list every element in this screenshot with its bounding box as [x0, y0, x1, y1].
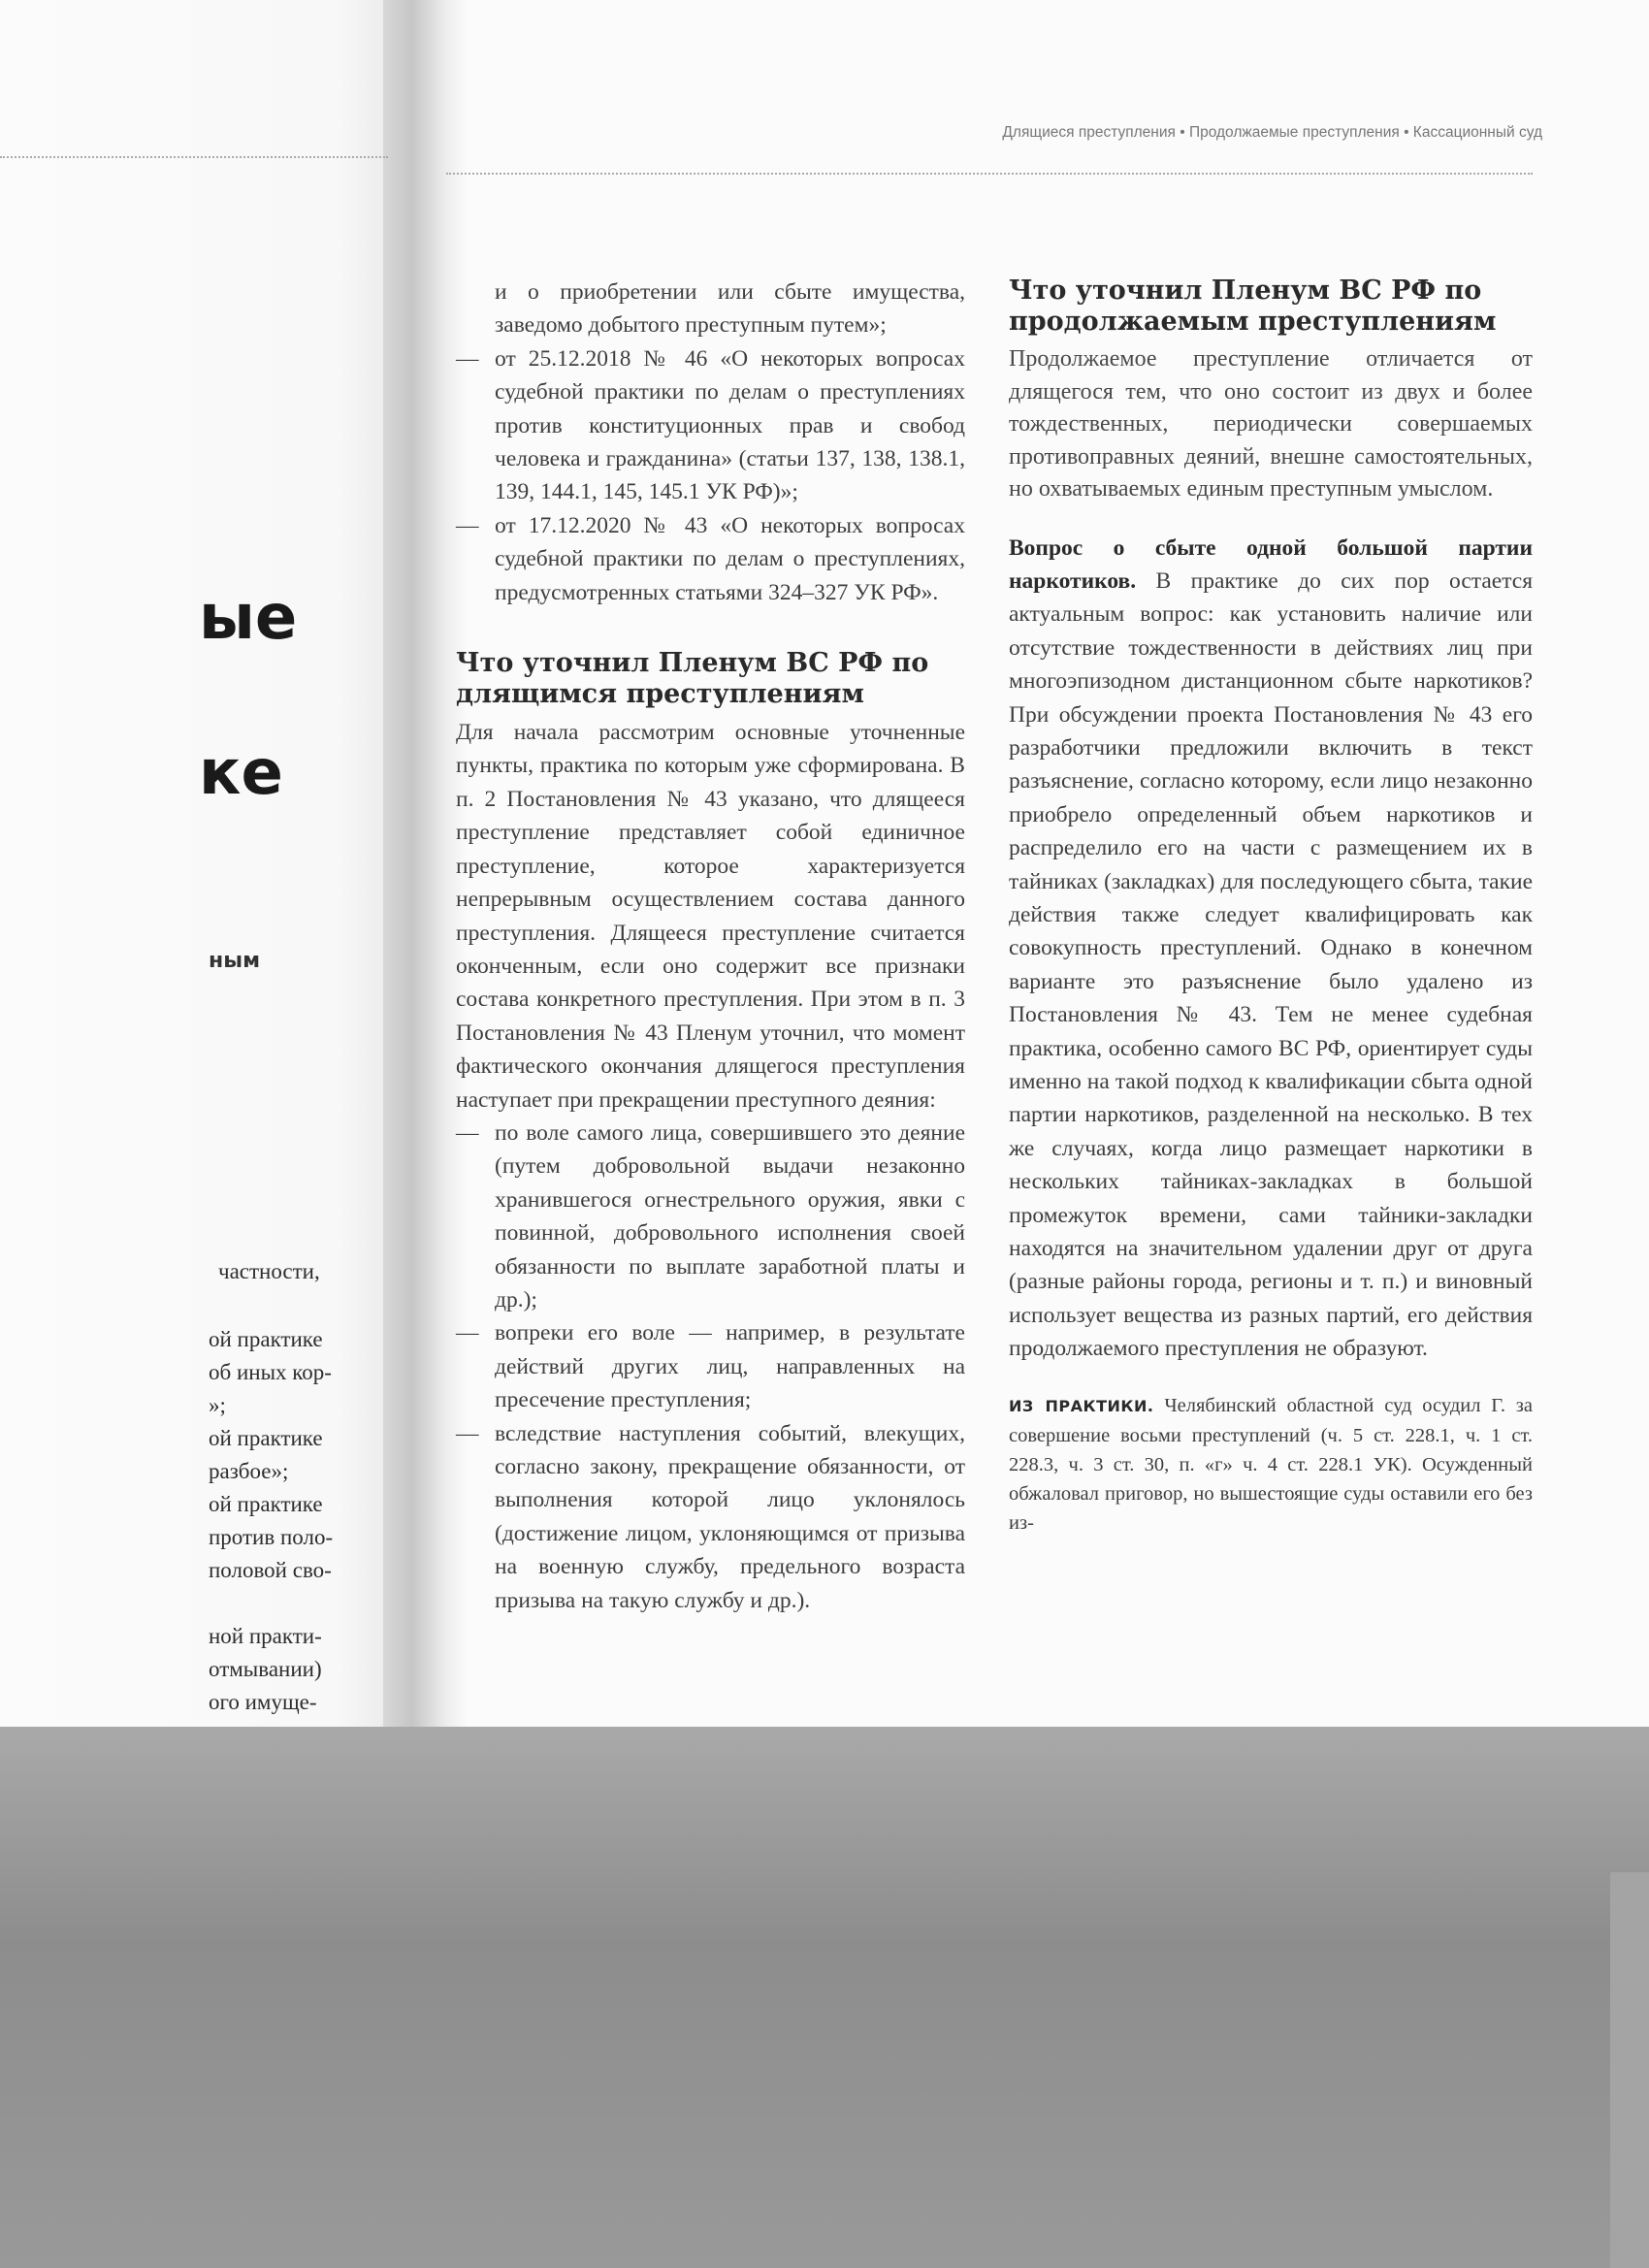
- scan-bottom-shadow-right: [1610, 1872, 1649, 2268]
- decree-list-item: — от 17.12.2020 № 43 «О некоторых вопросах судебной практики по делам о преступлениях, предусмотренных статьями 324–327 УК РФ».: [456, 509, 965, 609]
- left-text-line: об иных кор-: [209, 1360, 332, 1384]
- right-column: [1009, 275, 1533, 1538]
- left-text-line: ой практике: [209, 1492, 323, 1516]
- middle-column: [456, 275, 965, 1617]
- termination-case: — вопреки его воле — например, в результате действий других лиц, направленных на пресечение преступления;: [456, 1316, 965, 1416]
- practice-box: [1009, 1391, 1533, 1538]
- left-text-line: отмывании): [209, 1657, 322, 1681]
- section-heading-continuing: Что уточнил Пленум ВС РФ по длящимся преступлениям: [456, 648, 929, 710]
- left-subheading-fragment: ным: [209, 949, 261, 973]
- left-text-line: частности,: [218, 1259, 320, 1283]
- left-text-line: половой сво-: [209, 1558, 332, 1582]
- decree-list: [456, 342, 965, 609]
- left-text-line: ой практике: [209, 1426, 323, 1450]
- question-runin-heading: Вопрос о сбыте одной большой партии наркотиков.: [1009, 535, 1533, 594]
- lead-paragraph: Продолжаемое преступление отличается от длящегося тем, что оно состоит из двух и более тождественных, периодически совершаемых противоправных деяний, внешне самостоятельных, но охватываемых единым преступным умыслом.: [1009, 346, 1533, 502]
- left-text-line: ой практике: [209, 1327, 323, 1351]
- question-text: В практике до сих пор остается актуальным вопрос: как установить наличие или отсутствие тождественности в действиях лиц при многоэпизодном дистанционном сбыте наркотиков? При обсуждении проекта Постановления № 43 его разработчики предложили включить в текст разъяснение, согласно которому, если лицо незаконно приобрело определенный объем наркотиков и распределило его на части с размещением их в тайниках (закладках) для последующего сбыта, такие действия также следует квалифицировать как совокупность преступлений. Однако в конечном варианте это разъяснение было удалено из Постановления № 43. Тем не менее судебная практика, особенно самого ВС РФ, ориентирует суды именно на такой подход к квалификации сбыта одной партии наркотиков, разделенной на несколько. В тех же случаях, когда лицо размещает наркотики в нескольких тайниках-закладках в большой промежуток времени, сами тайники-закладки находятся на значительном удалении друг от друга (разные районы города, регионы и т. п.) и виновный использует вещества из разных партий, его действия продолжаемого преступления не образуют.: [1009, 567, 1534, 1362]
- left-text-line: против поло-: [209, 1525, 334, 1549]
- section-paragraph: Для начала рассмотрим основные уточненные пункты, практика по которым уже сформирована. В п. 2 Постановления № 43 указано, что длящееся преступление представляет собой единичное преступление, которое характеризуется непрерывным осуществлением состава данного преступления. Длящееся преступление считается оконченным, если оно содержит все признаки состава конкретного преступления. При этом в п. 3 Постановления № 43 Пленум уточнил, что момент фактического окончания длящегося преступления наступает при прекращении преступного деяния:: [456, 720, 965, 1113]
- page-fold-shadow: [383, 0, 466, 1746]
- header-rule-left: [0, 156, 388, 158]
- left-text-line: ной практи-: [209, 1624, 322, 1648]
- left-heading-fragment-1: ые: [199, 582, 298, 654]
- practice-text: Челябинский областной суд осудил Г. за совершение восьми преступлений (ч. 5 ст. 228.1, ч. 1 ст. 228.3, ч. 3 ст. 30, п. «г» ч. 4 ст. 228.1 УК). Осужденный обжаловал приговор, но вышестоящие суды оставили его без из-: [1009, 1394, 1533, 1534]
- left-text-line: разбое»;: [209, 1459, 289, 1483]
- left-page: [0, 0, 398, 1746]
- termination-case: — по воле самого лица, совершившего это деяние (путем добровольной выдачи незаконно хранившегося огнестрельного оружия, явки с повинной, добровольного исполнения своей обязанности по выплате заработной платы и др.);: [456, 1117, 965, 1316]
- termination-case: — вследствие наступления событий, влекущих, согласно закону, прекращение обязанности, от выполнения которой лицо уклонялось (достижение лицом, уклоняющимся от призыва на военную службу, предельного возраста призыва на такую службу и др.).: [456, 1417, 965, 1617]
- header-rule-right: [446, 173, 1533, 175]
- left-text-line: ого имуще-: [209, 1690, 317, 1714]
- left-text-line: »;: [209, 1393, 226, 1417]
- intro-continuation: и о приобретении или сбыте имущества, заведомо добытого преступным путем»;: [495, 279, 965, 339]
- termination-cases-list: [456, 1117, 965, 1617]
- decree-list-item: — от 25.12.2018 № 46 «О некоторых вопросах судебной практики по делам о преступлениях против конституционных прав и свобод человека и гражданина» (статьи 137, 138, 138.1, 139, 144.1, 145, 145.1 УК РФ)»;: [456, 342, 965, 509]
- practice-label: ИЗ ПРАКТИКИ.: [1009, 1396, 1154, 1415]
- left-heading-fragment-2: ке: [199, 737, 283, 809]
- section-heading-prolonged: Что уточнил Пленум ВС РФ по продолжаемым преступлениям: [1009, 275, 1497, 337]
- question-section: [1009, 532, 1533, 1366]
- scan-bottom-shadow: [0, 1727, 1649, 2268]
- running-header: Длящиеся преступления • Продолжаемые преступления • Кассационный суд: [1002, 124, 1542, 141]
